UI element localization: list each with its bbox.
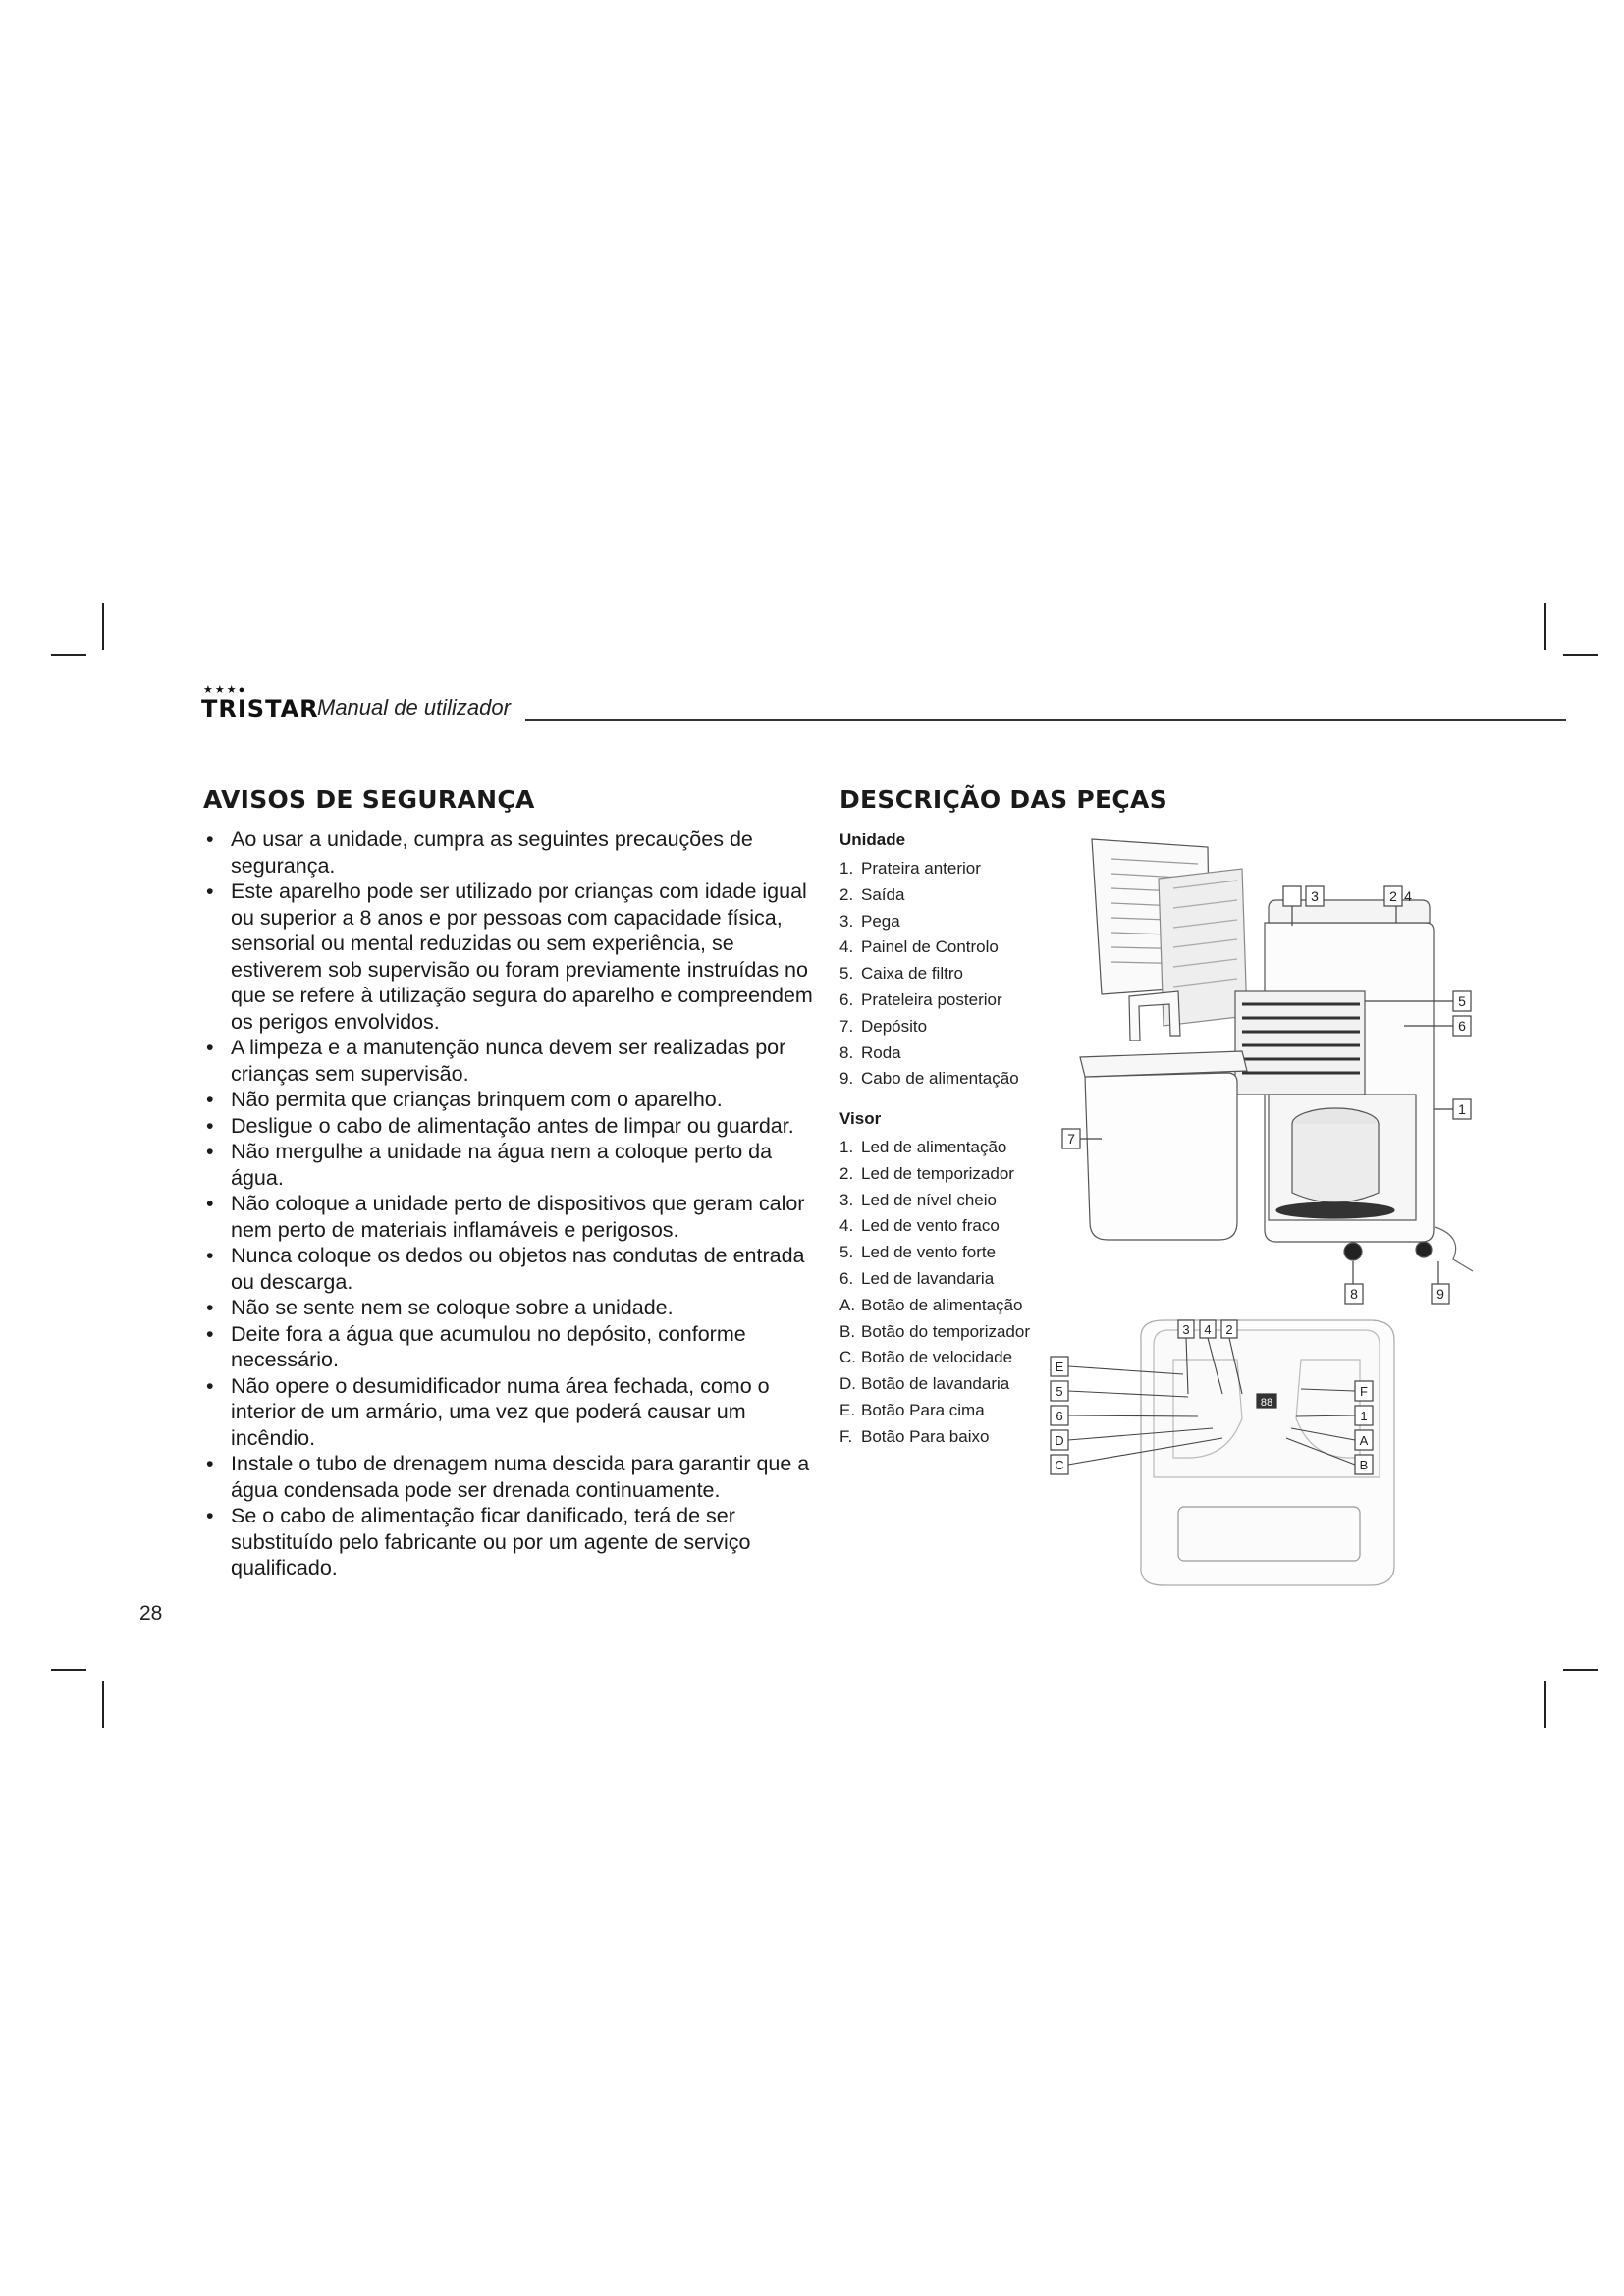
safety-item: • Ao usar a unidade, cumpra as seguintes precauções de segurança. [201,827,815,879]
callout-panel-3: 3 [1182,1322,1190,1337]
crop-mark [102,1681,104,1728]
unit-item [839,856,1019,882]
unit-item [839,882,1019,909]
callout-unit-6: 6 [1458,1018,1466,1034]
parts-title: DESCRIÇÃO DAS PEÇAS [839,785,1167,814]
callout-unit-8: 8 [1350,1286,1358,1302]
safety-item: • Não mergulhe a unidade na água nem a coloque perto da água. [201,1139,815,1191]
display-item [839,1319,1030,1346]
callout-unit-9: 9 [1436,1286,1444,1302]
unit-item [839,1066,1019,1093]
display-item-number: 4. [839,1216,854,1236]
unit-item [839,1014,1019,1041]
callout-panel-E: E [1055,1360,1064,1374]
display-item [839,1161,1030,1188]
safety-item: • Este aparelho pode ser utilizado por crianças com idade igual ou superior a 8 anos e por pessoas com capacidade física, sensorial ou mental reduzidas ou sem experiência, se estiverem sob supervisão ou foram previamente instruídas no que se refere à utilização segura do aparelho e compreendem os perigos envolvidos. [201,879,815,1035]
unit-item [839,1041,1019,1067]
display-item-label: Botão de velocidade [861,1348,1013,1367]
crop-mark [1544,1681,1546,1728]
display-item-label: Led de nível cheio [861,1190,997,1209]
unit-item-number: 1. [839,859,854,878]
crop-mark [1544,603,1546,650]
display-item-label: Botão Para baixo [861,1426,990,1446]
display-item-number: 2. [839,1163,854,1183]
brand-stars: ★★★● [203,684,247,696]
unit-item-number: 8. [839,1042,854,1062]
callout-panel-F: F [1360,1384,1368,1399]
callout-panel-4: 4 [1204,1322,1212,1337]
display-item-label: Botão de lavandaria [861,1374,1010,1394]
display-item-number: 5. [839,1243,854,1262]
unit-item-number: 2. [839,884,854,904]
crop-mark [1563,1669,1598,1671]
display-item-label: Botão Para cima [861,1400,985,1419]
display-item [839,1266,1030,1293]
display-item-number: E. [839,1400,856,1419]
display-item-number: C. [839,1348,856,1367]
crop-mark [51,654,86,656]
display-item-label: Led de lavandaria [861,1268,995,1288]
safety-item: • A limpeza e a manutenção nunca devem ser realizadas por crianças sem supervisão. [201,1035,815,1087]
unit-item-number: 4. [839,937,854,957]
crop-mark [51,1669,86,1671]
display-item [839,1135,1030,1161]
display-parts-list [839,1135,1030,1451]
display-item [839,1424,1030,1451]
display-item-number: A. [839,1295,856,1314]
unit-item-number: 5. [839,964,854,984]
unit-item [839,909,1019,935]
safety-title: AVISOS DE SEGURANÇA [203,785,535,814]
unit-item-label: Painel de Controlo [861,937,999,957]
display-item-number: B. [839,1321,856,1341]
safety-item: • Nunca coloque os dedos ou objetos nas condutas de entrada ou descarga. [201,1243,815,1295]
unit-heading: Unidade [839,830,906,849]
unit-item-label: Depósito [861,1016,928,1036]
callout-unit-7: 7 [1067,1131,1075,1147]
display-item-label: Led de vento fraco [861,1216,1000,1236]
unit-item-label: Cabo de alimentação [861,1069,1019,1089]
safety-item: • Não coloque a unidade perto de dispositivos que geram calor nem perto de materiais inflamáveis e perigosos. [201,1191,815,1243]
safety-item: • Não se sente nem se coloque sobre a unidade. [201,1295,815,1321]
callout-panel-2: 2 [1225,1322,1233,1337]
unit-item [839,961,1019,988]
unit-item-label: Saída [861,884,905,904]
crop-mark [102,603,104,650]
unit-item [839,934,1019,961]
safety-item: • Não opere o desumidificador numa área fechada, como o interior de um armário, uma vez que poderá causar um incêndio. [201,1373,815,1452]
page-header [201,684,1566,722]
callout-panel-A: A [1359,1433,1369,1448]
unit-item-label: Caixa de filtro [861,964,963,984]
header-rule [525,719,1566,721]
display-item [839,1213,1030,1240]
panel-display-digits: 88 [1260,1397,1273,1409]
display-item [839,1188,1030,1214]
callout-panel-B: B [1359,1458,1369,1472]
display-heading: Visor [839,1109,882,1128]
unit-item-number: 3. [839,911,854,931]
callout-panel-5: 5 [1056,1384,1063,1399]
page-number: 28 [139,1602,163,1625]
unit-item-number: 9. [839,1069,854,1089]
callout-panel-C: C [1055,1458,1064,1472]
display-item-label: Led de temporizador [861,1163,1014,1183]
unit-item [839,988,1019,1014]
unit-item-label: Prateleira posterior [861,989,1002,1009]
brand-logo: TRISTAR [201,695,319,722]
unit-item-number: 7. [839,1016,854,1036]
unit-parts-list [839,856,1019,1093]
display-item-label: Botão de alimentação [861,1295,1023,1314]
display-item-number: D. [839,1374,856,1394]
crop-mark [1563,654,1598,656]
display-item-number: 3. [839,1190,854,1209]
callout-unit-2: 2 [1389,888,1397,904]
safety-item: • Instale o tubo de drenagem numa descida para garantir que a água condensada pode ser drenada continuamente. [201,1451,815,1503]
display-item [839,1345,1030,1371]
header-subtitle: Manual de utilizador [317,695,511,720]
callout-unit-1: 1 [1458,1101,1466,1117]
safety-item: • Não permita que crianças brinquem com o aparelho. [201,1087,815,1113]
callout-panel-D: D [1055,1433,1064,1448]
display-item [839,1398,1030,1424]
safety-item: • Desligue o cabo de alimentação antes de limpar ou guardar. [201,1113,815,1140]
safety-item: • Se o cabo de alimentação ficar danificado, terá de ser substituído pelo fabricante ou por um agente de serviço qualificado. [201,1503,815,1581]
callout-panel-6: 6 [1056,1409,1063,1423]
display-item-number: 6. [839,1268,854,1288]
callout-panel-1: 1 [1360,1409,1368,1423]
display-item-label: Led de alimentação [861,1138,1007,1156]
display-item [839,1293,1030,1319]
safety-item: • Deite fora a água que acumulou no depósito, conforme necessário. [201,1321,815,1373]
unit-item-label: Roda [861,1042,901,1062]
callout-unit-3: 3 [1311,888,1319,904]
display-item-label: Botão do temporizador [861,1321,1030,1341]
safety-list [201,827,815,1581]
dehumidifier-illustration [1041,829,1502,1595]
display-item-number: F. [839,1426,853,1446]
display-item [839,1240,1030,1266]
display-item [839,1371,1030,1398]
display-item-label: Led de vento forte [861,1243,997,1262]
unit-item-label: Prateira anterior [861,859,981,878]
display-item-number: 1. [839,1138,854,1156]
unit-item-number: 6. [839,989,854,1009]
callout-unit-5: 5 [1458,993,1466,1009]
unit-item-label: Pega [861,911,900,931]
callout-unit-4: 4 [1404,888,1412,904]
